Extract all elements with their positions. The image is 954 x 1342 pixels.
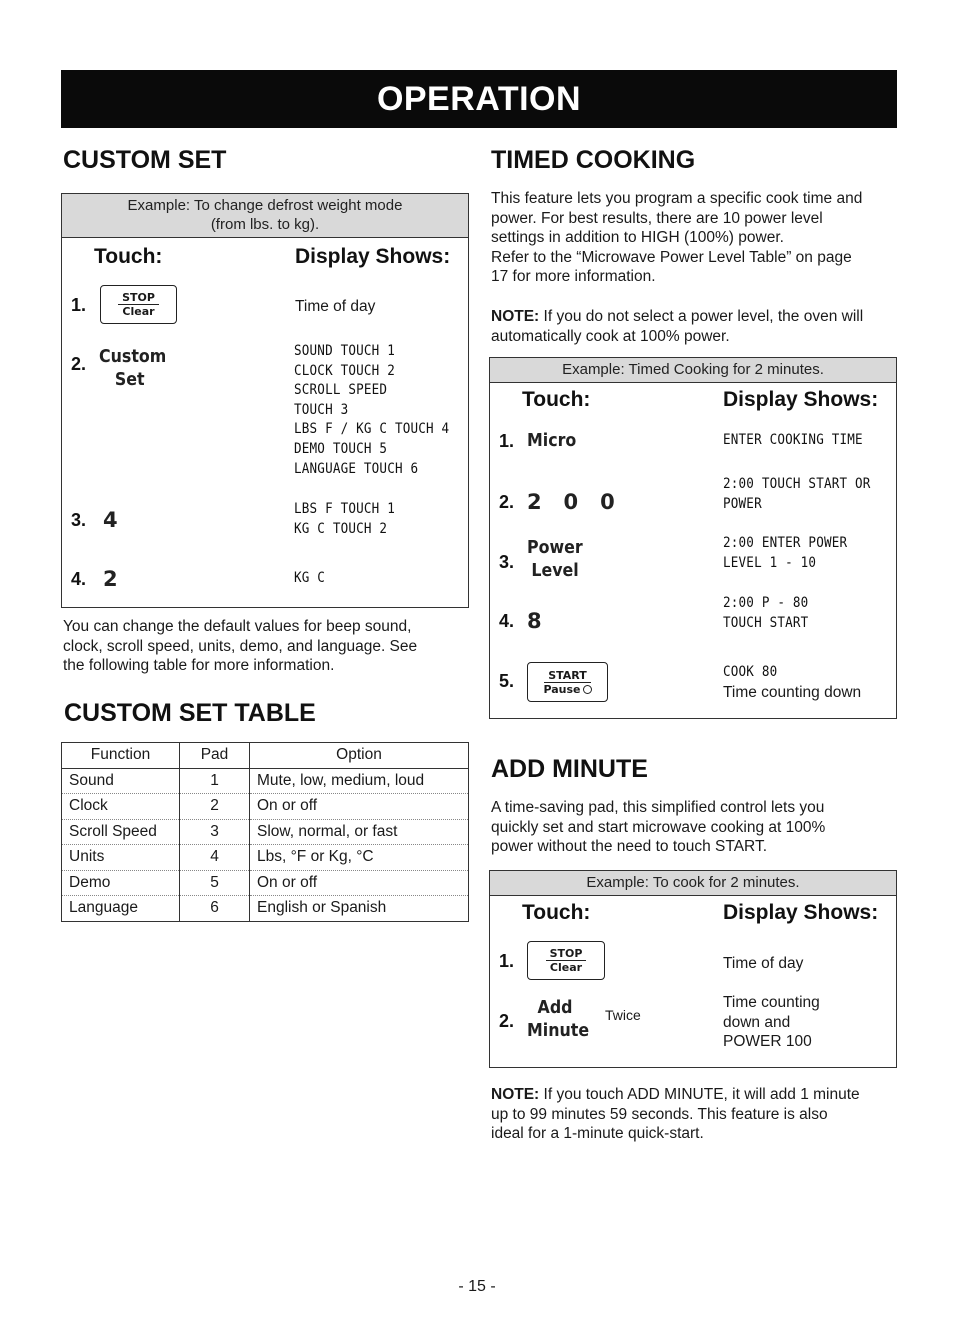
custom-set-key-label: Custom Set — [99, 346, 167, 390]
page-number: - 15 - — [458, 1278, 496, 1295]
table-row: Sound 1 Mute, low, medium, loud — [62, 768, 469, 794]
digit-key: 4 — [103, 508, 118, 532]
column-header: Function — [62, 743, 180, 769]
custom-set-touch-header: Touch: — [94, 245, 163, 268]
twice-label: Twice — [605, 1007, 641, 1023]
micro-key-label: Micro — [527, 430, 577, 451]
table-row: Clock 2 On or off — [62, 794, 469, 820]
step-number: 2. — [71, 354, 87, 374]
column-header: Pad — [180, 743, 250, 769]
lcd-display: KG C — [294, 570, 326, 586]
digit-key: 8 — [527, 609, 542, 633]
table-row: Units 4 Lbs, °F or Kg, °C — [62, 845, 469, 871]
step-number: 3. — [71, 510, 87, 530]
add-minute-note: NOTE: If you touch ADD MINUTE, it will add 1 minute up to 99 minutes 59 seconds. This feature is also ideal for a 1-minute quick-start. — [491, 1086, 860, 1143]
table-row: Language 6 English or Spanish — [62, 896, 469, 922]
step-number: 1. — [71, 295, 87, 315]
custom-set-table-heading: CUSTOM SET TABLE — [64, 699, 316, 727]
timed-cooking-display-header: Display Shows: — [723, 388, 879, 411]
table-row: Scroll Speed 3 Slow, normal, or fast — [62, 819, 469, 845]
add-minute-touch-header: Touch: — [522, 901, 591, 924]
timed-cooking-example-header: Example: Timed Cooking for 2 minutes. — [490, 358, 896, 383]
lcd-display: 2:00 TOUCH START OR POWER — [723, 476, 871, 512]
display-text: Time counting down — [723, 684, 862, 701]
table-header-row — [62, 743, 469, 769]
custom-set-description: You can change the default values for beep sound, clock, scroll speed, units, demo, and language. See the following table for more information. — [63, 618, 418, 675]
step-number: 3. — [499, 552, 515, 572]
add-minute-example-header: Example: To cook for 2 minutes. — [490, 871, 896, 896]
step-number: 5. — [499, 671, 515, 691]
step-number: 1. — [499, 431, 515, 451]
custom-set-display-header: Display Shows: — [295, 245, 451, 268]
stop-clear-key: STOP Clear — [527, 941, 605, 980]
step-number: 2. — [499, 1011, 515, 1031]
custom-set-example-header: Example: To change defrost weight mode (from lbs. to kg). — [62, 194, 468, 238]
pause-circle-icon — [583, 685, 592, 694]
step-number: 4. — [71, 569, 87, 589]
lcd-display: 2:00 P - 80 TOUCH START — [723, 595, 809, 631]
display-text: Time counting down and POWER 100 — [723, 994, 820, 1050]
power-level-key-label: Power Level — [527, 537, 583, 581]
custom-set-heading: CUSTOM SET — [63, 146, 227, 174]
add-minute-key-label: Add Minute — [527, 997, 590, 1041]
lcd-display: ENTER COOKING TIME — [723, 432, 863, 448]
lcd-display: SOUND TOUCH 1 CLOCK TOUCH 2 SCROLL SPEED TOUCH 3 LBS F / KG C TOUCH 4 DEMO TOUCH 5 LANGUAGE TOUCH 6 — [294, 343, 450, 477]
timed-cooking-note: NOTE: If you do not select a power level, the oven will automatically cook at 100% power. — [491, 308, 864, 345]
page-title-banner — [61, 70, 897, 128]
add-minute-display-header: Display Shows: — [723, 901, 879, 924]
stop-clear-key: STOP Clear — [100, 285, 177, 324]
add-minute-heading: ADD MINUTE — [491, 755, 648, 783]
timed-cooking-intro: This feature lets you program a specific cook time and power. For best results, there are 10 power level settings in addition to HIGH (100%) power. Refer to the “Microwave Power Level Table” on page 17 for more information. — [491, 190, 863, 286]
digit-keys: 2 0 0 — [527, 490, 615, 514]
step-number: 4. — [499, 611, 515, 631]
table-row: Demo 5 On or off — [62, 870, 469, 896]
timed-cooking-touch-header: Touch: — [522, 388, 591, 411]
add-minute-intro: A time-saving pad, this simplified control lets you quickly set and start microwave cooking at 100% power without the need to touch START. — [491, 799, 826, 856]
start-pause-key: START Pause — [527, 662, 608, 702]
step-number: 1. — [499, 951, 515, 971]
lcd-display: COOK 80 — [723, 664, 778, 680]
lcd-display: LBS F TOUCH 1 KG C TOUCH 2 — [294, 501, 395, 537]
display-text: Time of day — [723, 955, 804, 972]
lcd-display: 2:00 ENTER POWER LEVEL 1 - 10 — [723, 535, 848, 571]
display-text: Time of day — [295, 298, 376, 315]
column-header: Option — [250, 743, 469, 769]
page-title: OPERATION — [376, 79, 582, 118]
custom-set-table — [61, 742, 469, 922]
digit-key: 2 — [103, 567, 118, 591]
timed-cooking-heading: TIMED COOKING — [491, 146, 696, 174]
step-number: 2. — [499, 492, 515, 512]
